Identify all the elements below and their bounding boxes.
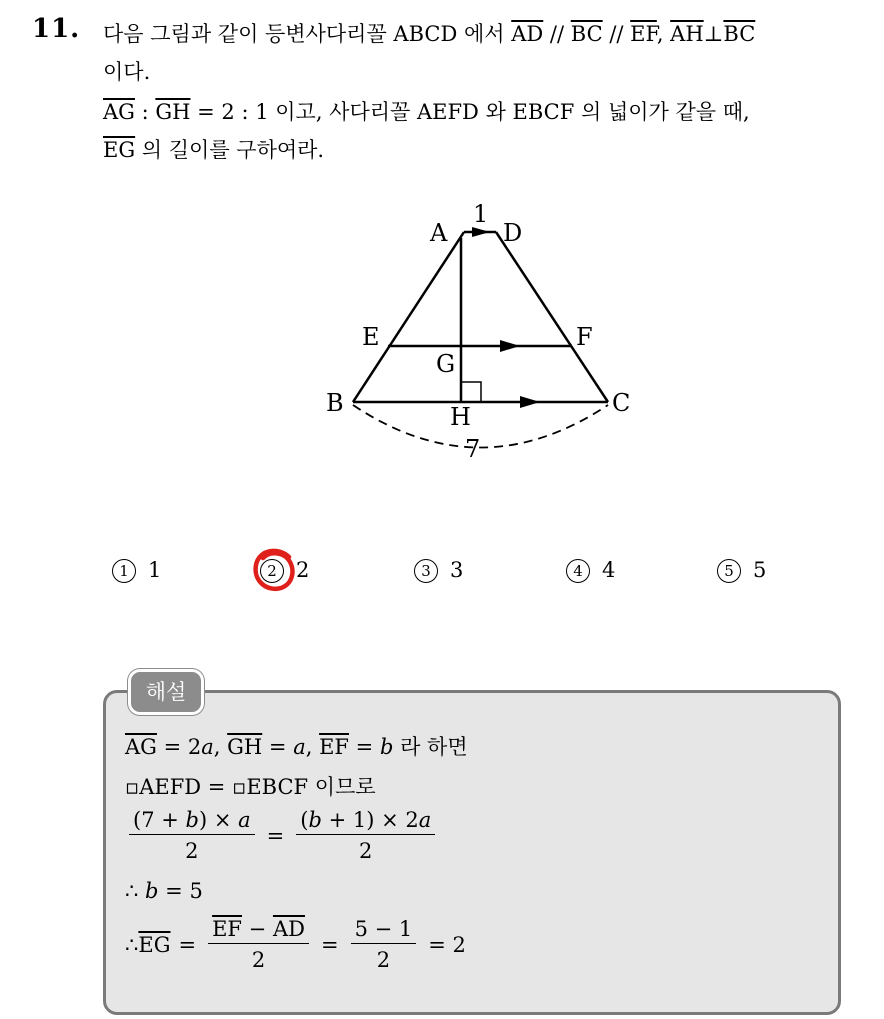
- fraction-left: [129, 808, 255, 863]
- math-text: =: [349, 735, 380, 759]
- choice-number-icon: 4: [566, 559, 590, 583]
- therefore-symbol: ∴: [125, 932, 139, 957]
- math-text: ) ×: [198, 808, 239, 832]
- math-text: ,: [213, 735, 228, 759]
- choice-value: 1: [148, 558, 162, 582]
- question-text: = 2 : 1 이고, 사다리꼴 AEFD 와 EBCF 의 넓이가 같을 때,: [190, 100, 750, 124]
- math-text: ,: [305, 735, 320, 759]
- choice-1[interactable]: [112, 558, 161, 583]
- segment-gh: $\overline{GH}$: [155, 100, 191, 124]
- fraction-segments: [208, 917, 309, 972]
- label-f: F: [576, 323, 593, 351]
- equals-sign: =: [320, 932, 339, 957]
- segment-ah: $\overline{AH}$: [670, 22, 704, 46]
- label-bottom-length: 7: [465, 435, 481, 463]
- question-line-4: [103, 134, 324, 164]
- choice-number-icon: 5: [717, 559, 741, 583]
- fraction-values: [351, 917, 417, 972]
- segment-bc: $\overline{BC}$: [570, 22, 603, 46]
- trapezoid-figure: [320, 195, 650, 470]
- solution-line-2: ▫AEFD = ▫EBCF 이므로: [125, 775, 376, 799]
- segment-ef: $\overline{EF}$: [630, 22, 657, 46]
- math-text: 라 하면: [393, 735, 468, 759]
- label-top-length: 1: [473, 200, 489, 228]
- var-b: b: [308, 808, 322, 832]
- numerator: [129, 808, 255, 835]
- var-b: b: [185, 808, 199, 832]
- ratio-colon: :: [134, 100, 156, 124]
- math-text: = 5: [158, 879, 203, 903]
- label-h: H: [450, 403, 471, 431]
- question-text: 다음 그림과 같이 등변사다리꼴 ABCD 에서: [103, 22, 512, 46]
- label-g: G: [436, 350, 456, 378]
- segment-ad: $\overline{AD}$: [272, 917, 305, 941]
- segment-eg: $\overline{EG}$: [138, 932, 171, 957]
- choice-value: 2: [296, 558, 310, 582]
- equals-sign: =: [266, 823, 285, 848]
- segment-ef: $\overline{EF}$: [319, 735, 349, 759]
- segment-ag: $\overline{AG}$: [103, 100, 135, 124]
- question-line-1: [103, 18, 755, 48]
- bottom-dashed-arc: [353, 405, 608, 448]
- segment-bc: $\overline{BC}$: [723, 22, 756, 46]
- side-dc: [496, 232, 608, 402]
- segment-gh: $\overline{GH}$: [227, 735, 263, 759]
- segment-ef: $\overline{EF}$: [212, 917, 242, 941]
- problem-number: 11.: [32, 14, 81, 44]
- trapezoid-diagram: [320, 195, 650, 470]
- arrow-ad: [472, 227, 490, 237]
- choice-number-icon: 1: [112, 559, 136, 583]
- math-text: (7 +: [133, 808, 186, 832]
- math-text: = 2: [156, 735, 202, 759]
- perpendicular-symbol: ⊥: [703, 22, 724, 46]
- solution-line-4: [125, 879, 203, 903]
- choice-5[interactable]: [717, 558, 766, 583]
- choice-value: 4: [602, 558, 616, 582]
- arrow-bc: [520, 396, 540, 408]
- solution-tag: 해설: [128, 669, 204, 715]
- numerator: [296, 808, 435, 835]
- var-a: a: [201, 735, 214, 759]
- choice-number-icon: 2: [260, 559, 284, 583]
- var-b: b: [379, 735, 394, 759]
- numerator: 5 − 1: [351, 917, 417, 944]
- choice-3[interactable]: [414, 558, 463, 583]
- denominator: 2: [251, 948, 266, 972]
- var-a: a: [418, 808, 432, 832]
- label-b: B: [326, 389, 344, 417]
- label-d: D: [503, 219, 523, 247]
- question-text: 의 길이를 구하여라.: [135, 138, 325, 162]
- label-e: E: [362, 323, 380, 351]
- question-line-3: [103, 96, 750, 126]
- var-a: a: [293, 735, 306, 759]
- var-b: b: [145, 879, 159, 903]
- choice-number-icon: 3: [414, 559, 438, 583]
- choice-value: 5: [753, 558, 767, 582]
- var-a: a: [238, 808, 251, 832]
- segment-eg: $\overline{EG}$: [103, 138, 136, 162]
- segment-ag: $\overline{AG}$: [125, 735, 157, 759]
- math-text: (: [300, 808, 309, 832]
- denominator: 2: [376, 948, 391, 972]
- denominator: 2: [185, 839, 199, 863]
- parallel-symbol: //: [602, 22, 631, 46]
- solution-line-5: [125, 917, 474, 972]
- choice-4[interactable]: [566, 558, 615, 583]
- solution-line-1: [125, 731, 468, 761]
- label-c: C: [612, 389, 631, 417]
- minus-sign: −: [242, 917, 273, 941]
- math-text: =: [262, 735, 294, 759]
- numerator: [208, 917, 309, 944]
- final-answer: = 2: [428, 932, 466, 957]
- therefore-symbol: ∴: [125, 879, 146, 903]
- parallel-symbol: //: [543, 22, 571, 46]
- comma: ,: [656, 22, 671, 46]
- equals-sign: =: [178, 932, 197, 957]
- solution-line-3: [125, 808, 439, 863]
- segment-ad: $\overline{AD}$: [511, 22, 544, 46]
- math-text: + 1) × 2: [321, 808, 419, 832]
- choice-value: 3: [450, 558, 464, 582]
- answer-circle-mark: [249, 545, 299, 595]
- question-line-2: 이다.: [103, 60, 151, 84]
- label-a: A: [430, 219, 448, 247]
- denominator: 2: [359, 839, 373, 863]
- fraction-right: [296, 808, 435, 863]
- right-angle-mark: [461, 382, 481, 402]
- arrow-ef: [500, 340, 520, 352]
